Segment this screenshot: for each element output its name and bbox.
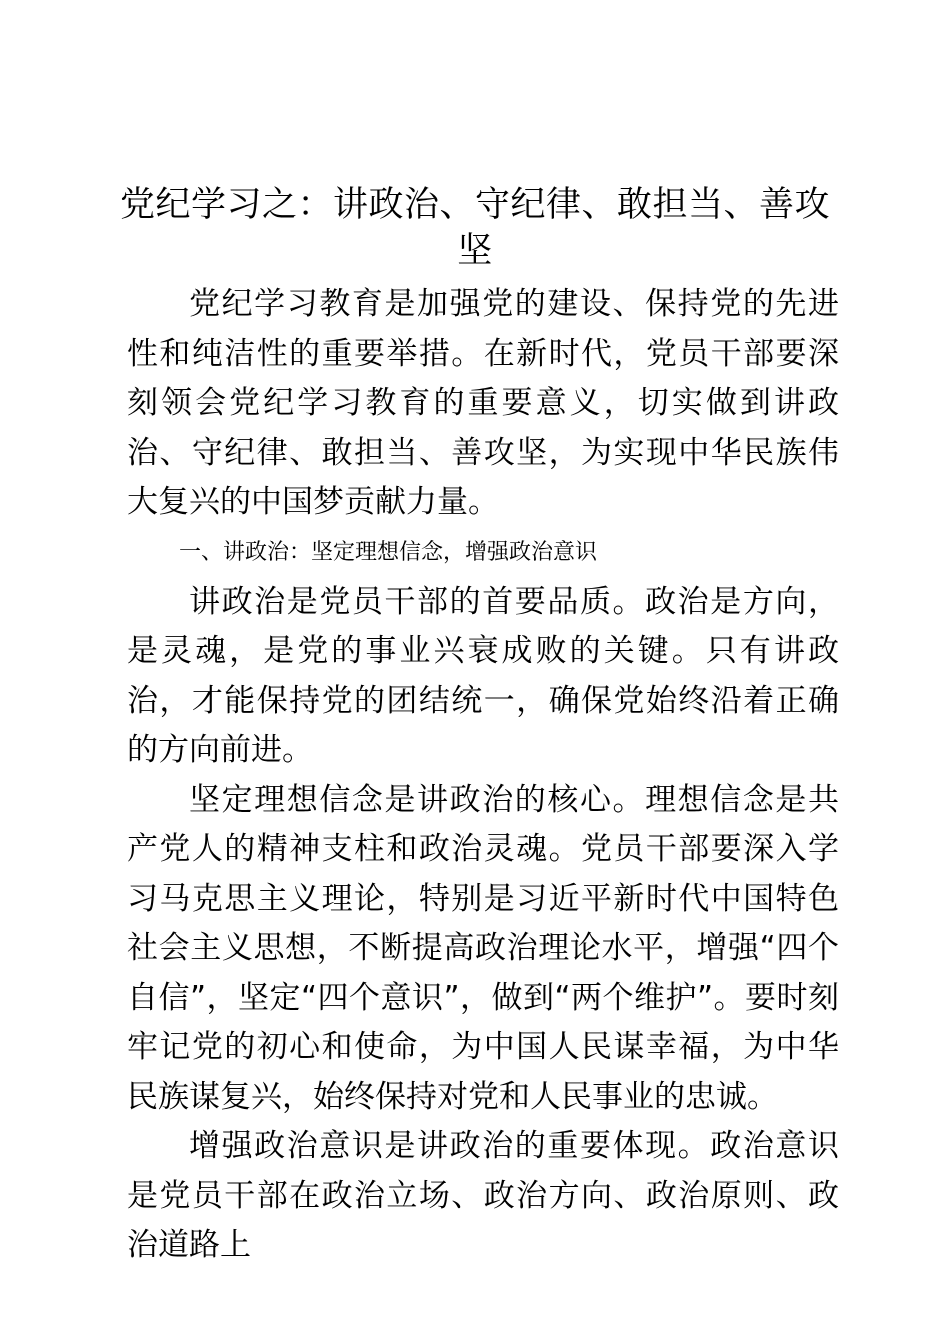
section-heading: 一、讲政治：坚定理想信念，增强政治意识: [179, 539, 598, 565]
intro-paragraph: 党纪学习教育是加强党的建设、保持党的先进性和纯洁性的重要举措。在新时代，党员干部要深刻领会党纪学习教育的重要意义，切实做到讲政治、守纪律、敢担当、善攻坚，为实现中华民族伟大复兴的中国梦贡献力量。: [127, 286, 839, 520]
document-title: 党纪学习之：讲政治、守纪律、敢担当、善攻坚: [120, 185, 831, 271]
body-paragraph: 坚定理想信念是讲政治的核心。理想信念是共产党人的精神支柱和政治灵魂。党员干部要深入学习马克思主义理论，特别是习近平新时代中国特色社会主义思想，不断提高政治理论水平，增强“四个自信”，坚定“四个意识”，做到“两个维护”。要时刻牢记党的初心和使命，为中国人民谋幸福，为中华民族谋复兴，始终保持对党和人民事业的忠诚。: [127, 781, 839, 1115]
body-paragraph: 增强政治意识是讲政治的重要体现。政治意识是党员干部在政治立场、政治方向、政治原则、政治道路上: [127, 1128, 839, 1263]
document-body: [127, 280, 839, 1271]
body-paragraph: 讲政治是党员干部的首要品质。政治是方向，是灵魂，是党的事业兴衰成败的关键。只有讲政治，才能保持党的团结统一，确保党始终沿着正确的方向前进。: [127, 583, 839, 768]
